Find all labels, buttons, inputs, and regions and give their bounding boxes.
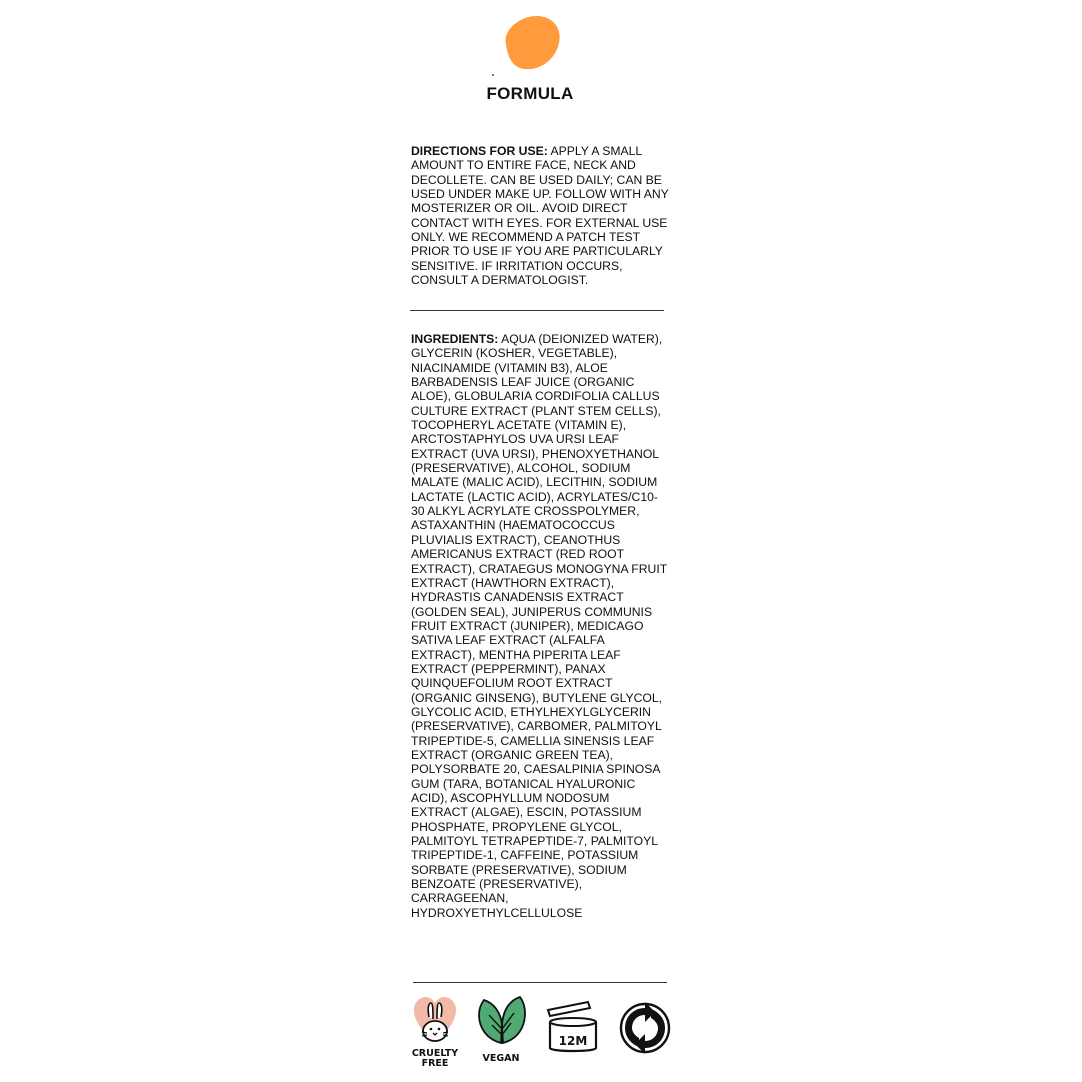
cruelty-free-line1: CRUELTY	[411, 1048, 459, 1059]
divider	[413, 982, 667, 983]
directions-paragraph	[411, 144, 669, 287]
formula-swatch	[500, 15, 562, 71]
ingredients-paragraph	[411, 332, 669, 920]
page-title: FORMULA	[486, 84, 574, 103]
jar-months-label: 12M	[558, 1034, 588, 1048]
vegan-leaf-icon	[478, 995, 526, 1047]
directions-label: DIRECTIONS FOR USE:	[411, 144, 548, 158]
green-dot-recycle-icon	[619, 1002, 671, 1054]
decorative-dot	[492, 74, 494, 76]
cruelty-free-label	[405, 1049, 465, 1069]
divider	[410, 310, 664, 311]
ingredients-text: AQUA (DEIONIZED WATER), GLYCERIN (KOSHER, VEGETABLE), NIACINAMIDE (VITAMIN B3), ALOE BARBADENSIS LEAF JUICE (ORGANIC ALOE), GLOBULARIA CORDIFOLIA CALLUS CULTURE EXTRACT (PLANT STEM CELLS), TOCOPHERYL ACETATE (VITAMIN E), ARCTOSTAPHYLOS UVA URSI LEAF EXTRACT (UVA URSI), PHENOXYETHANOL (PRESERVATIVE), ALCOHOL, SODIUM MALATE (MALIC ACID), LECITHIN, SODIUM LACTATE (LACTIC ACID), ACRYLATES/C10-30 ALKYL ACRYLATE CROSSPOLYMER, ASTAXANTHIN (HAEMATOCOCCUS PLUVIALIS EXTRACT), CEANOTHUS AMERICANUS EXTRACT (RED ROOT EXTRACT), CRATAEGUS MONOGYNA FRUIT EXTRACT (HAWTHORN EXTRACT), HYDRASTIS CANADENSIS EXTRACT (GOLDEN SEAL), JUNIPERUS COMMUNIS FRUIT EXTRACT (JUNIPER), MEDICAGO SATIVA LEAF EXTRACT (ALFALFA EXTRACT), MENTHA PIPERITA LEAF EXTRACT (PEPPERMINT), PANAX QUINQUEFOLIUM ROOT EXTRACT (ORGANIC GINSENG), BUTYLENE GLYCOL, GLYCOLIC ACID, ETHYLHEXYLGLYCERIN (PRESERVATIVE), CARBOMER, PALMITOYL TRIPEPTIDE-5, CAMELLIA SINENSIS LEAF EXTRACT (ORGANIC GREEN TEA), POLYSORBATE 20, CAESALPINIA SPINOSA GUM (TARA, BOTANICAL HYALURONIC ACID), ASCOPHYLLUM NODOSUM EXTRACT (ALGAE), ESCIN, POTASSIUM PHOSPHATE, PROPYLENE GLYCOL, PALMITOYL TETRAPEPTIDE-7, PALMITOYL TRIPEPTIDE-1, CAFFEINE, POTASSIUM SORBATE (PRESERVATIVE), SODIUM BENZOATE (PRESERVATIVE), CARRAGEENAN, HYDROXYETHYLCELLULOSE	[411, 332, 667, 920]
cruelty-free-bunny-icon	[412, 995, 458, 1047]
cruelty-free-line2: FREE	[421, 1058, 449, 1069]
vegan-label: VEGAN	[482, 1053, 520, 1064]
directions-text: APPLY A SMALL AMOUNT TO ENTIRE FACE, NECK AND DECOLLETE. CAN BE USED DAILY; CAN BE USED UNDER MAKE UP. FOLLOW WITH ANY MOSTERIZER OR OIL. AVOID DIRECT CONTACT WITH EYES. FOR EXTERNAL USE ONLY. WE RECOMMEND A PATCH TEST PRIOR TO USE IF YOU ARE PARTICULARLY SENSITIVE. IF IRRITATION OCCURS, CONSULT A DERMATOLOGIST.	[411, 144, 669, 288]
open-jar-icon	[546, 1000, 600, 1054]
ingredients-label: INGREDIENTS:	[411, 332, 499, 346]
